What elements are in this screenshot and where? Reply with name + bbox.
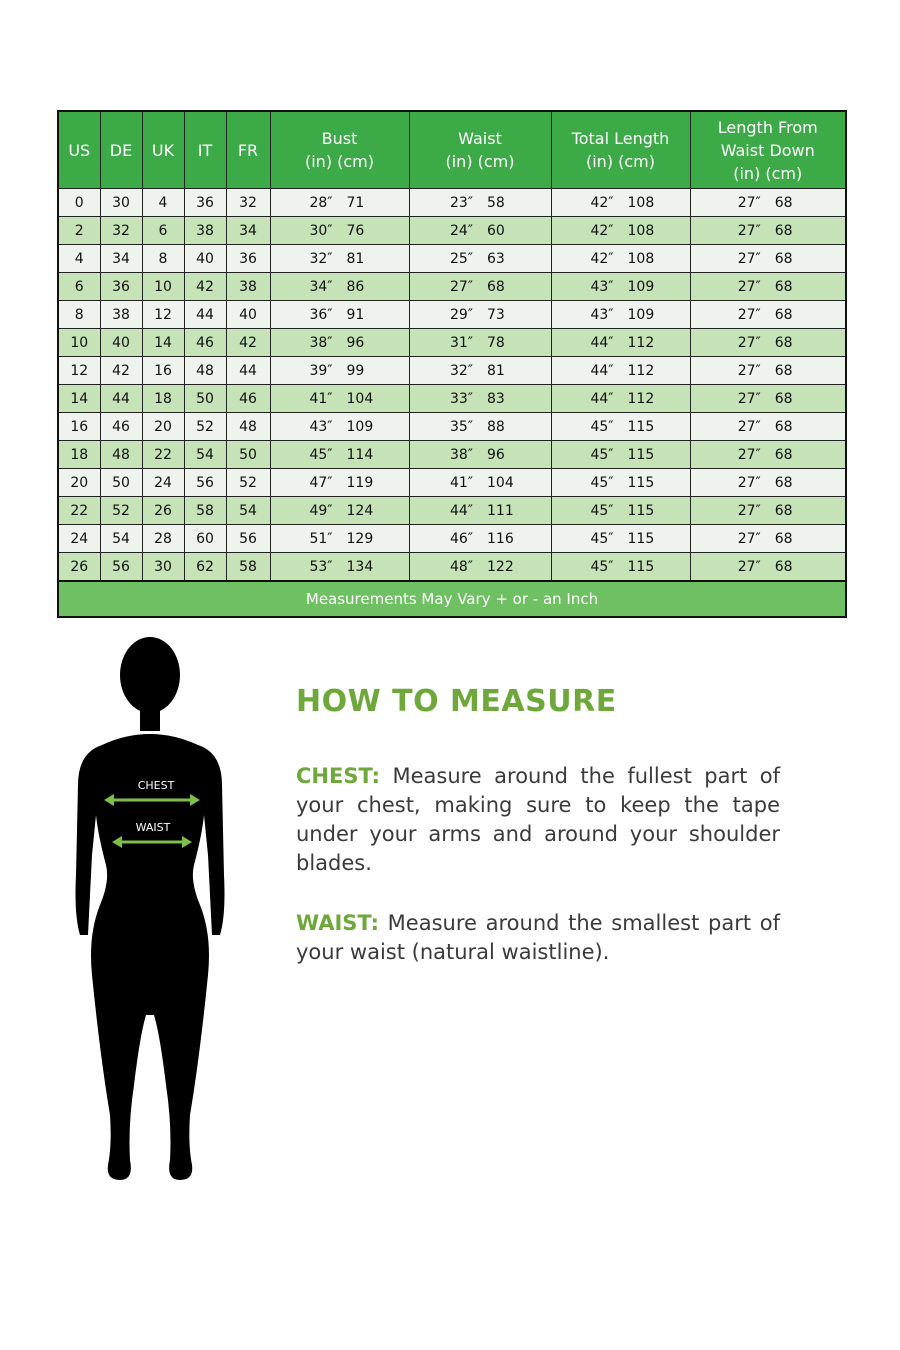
- inches-value: 32″: [449, 362, 473, 379]
- size-cell-us: 0: [58, 189, 100, 217]
- waist-instruction: [296, 909, 780, 967]
- measure-cell: [270, 441, 409, 469]
- cm-value: 68: [774, 446, 793, 463]
- measure-cell: [270, 385, 409, 413]
- cm-value: 73: [487, 306, 505, 323]
- measure-cell: [690, 413, 846, 441]
- cm-value: 68: [774, 250, 793, 267]
- measure-cell: [409, 273, 551, 301]
- measure-cell: [270, 553, 409, 582]
- size-cell-uk: 22: [142, 441, 184, 469]
- inches-value: 27″: [737, 194, 761, 211]
- measure-cell: [409, 245, 551, 273]
- size-cell-it: 58: [184, 497, 226, 525]
- measure-cell: [409, 385, 551, 413]
- size-cell-us: 6: [58, 273, 100, 301]
- inches-value: 45″: [590, 558, 614, 575]
- cm-value: 115: [627, 446, 655, 463]
- column-header: Length From Waist Down (in) (cm): [690, 111, 846, 189]
- cm-value: 68: [774, 502, 793, 519]
- measure-cell: [409, 413, 551, 441]
- size-cell-fr: 44: [226, 357, 270, 385]
- size-cell-it: 60: [184, 525, 226, 553]
- waist-text: Measure around the smallest part of your waist (natural waistline).: [296, 911, 780, 964]
- size-cell-us: 26: [58, 553, 100, 582]
- table-row: [58, 301, 846, 329]
- cm-value: 109: [346, 418, 374, 435]
- cm-value: 68: [774, 418, 793, 435]
- measure-cell: [270, 497, 409, 525]
- cm-value: 116: [487, 530, 514, 547]
- inches-value: 27″: [737, 530, 761, 547]
- table-row: [58, 273, 846, 301]
- size-cell-uk: 18: [142, 385, 184, 413]
- measure-cell: [690, 553, 846, 582]
- chest-term: CHEST:: [296, 764, 381, 788]
- column-header: FR: [226, 111, 270, 189]
- measure-cell: [409, 301, 551, 329]
- inches-value: 27″: [737, 250, 761, 267]
- cm-value: 68: [774, 278, 793, 295]
- size-cell-fr: 36: [226, 245, 270, 273]
- cm-value: 63: [487, 250, 505, 267]
- size-cell-uk: 30: [142, 553, 184, 582]
- size-cell-fr: 38: [226, 273, 270, 301]
- cm-value: 68: [487, 278, 505, 295]
- cm-value: 68: [774, 558, 793, 575]
- table-row: [58, 385, 846, 413]
- inches-value: 42″: [590, 194, 614, 211]
- measure-cell: [551, 441, 690, 469]
- cm-value: 108: [627, 250, 655, 267]
- inches-value: 27″: [737, 362, 761, 379]
- measure-cell: [551, 553, 690, 582]
- cm-value: 58: [487, 194, 505, 211]
- measure-cell: [551, 385, 690, 413]
- inches-value: 30″: [309, 222, 333, 239]
- column-header: DE: [100, 111, 142, 189]
- measure-cell: [270, 357, 409, 385]
- cm-value: 68: [774, 306, 793, 323]
- size-cell-de: 56: [100, 553, 142, 582]
- size-cell-it: 36: [184, 189, 226, 217]
- inches-value: 44″: [590, 362, 614, 379]
- inches-value: 36″: [309, 306, 333, 323]
- size-cell-de: 36: [100, 273, 142, 301]
- size-cell-us: 22: [58, 497, 100, 525]
- measure-cell: [270, 469, 409, 497]
- measure-cell: [551, 273, 690, 301]
- size-cell-fr: 48: [226, 413, 270, 441]
- size-cell-fr: 42: [226, 329, 270, 357]
- cm-value: 115: [627, 558, 655, 575]
- size-cell-it: 38: [184, 217, 226, 245]
- inches-value: 43″: [590, 278, 614, 295]
- measure-cell: [270, 273, 409, 301]
- inches-value: 34″: [309, 278, 333, 295]
- cm-value: 71: [346, 194, 365, 211]
- size-cell-fr: 32: [226, 189, 270, 217]
- measure-cell: [409, 553, 551, 582]
- cm-value: 68: [774, 334, 793, 351]
- inches-value: 27″: [449, 278, 473, 295]
- inches-value: 31″: [449, 334, 473, 351]
- size-cell-it: 42: [184, 273, 226, 301]
- size-cell-us: 2: [58, 217, 100, 245]
- measure-cell: [690, 469, 846, 497]
- cm-value: 76: [346, 222, 365, 239]
- column-header: IT: [184, 111, 226, 189]
- cm-value: 83: [487, 390, 505, 407]
- measure-cell: [690, 357, 846, 385]
- cm-value: 119: [346, 474, 374, 491]
- chest-label: CHEST: [137, 779, 175, 792]
- size-cell-de: 42: [100, 357, 142, 385]
- measure-cell: [551, 469, 690, 497]
- size-cell-us: 20: [58, 469, 100, 497]
- table-row: [58, 245, 846, 273]
- chest-text: Measure around the fullest part of your chest, making sure to keep the tape under your arms and around your shoulder blades.: [296, 764, 780, 875]
- waist-label: WAIST: [135, 821, 171, 834]
- column-header: Waist (in) (cm): [409, 111, 551, 189]
- size-cell-de: 52: [100, 497, 142, 525]
- table-row: [58, 441, 846, 469]
- inches-value: 38″: [309, 334, 333, 351]
- inches-value: 27″: [737, 390, 761, 407]
- measure-cell: [409, 525, 551, 553]
- measure-cell: [409, 357, 551, 385]
- measure-cell: [270, 189, 409, 217]
- cm-value: 108: [627, 222, 655, 239]
- measure-cell: [690, 497, 846, 525]
- table-row: [58, 525, 846, 553]
- cm-value: 108: [627, 194, 655, 211]
- cm-value: 109: [627, 278, 655, 295]
- measure-cell: [551, 301, 690, 329]
- measure-cell: [690, 525, 846, 553]
- size-cell-uk: 26: [142, 497, 184, 525]
- size-cell-de: 48: [100, 441, 142, 469]
- measure-cell: [409, 217, 551, 245]
- size-cell-us: 12: [58, 357, 100, 385]
- size-cell-it: 48: [184, 357, 226, 385]
- cm-value: 129: [346, 530, 374, 547]
- inches-value: 38″: [449, 446, 473, 463]
- size-cell-de: 30: [100, 189, 142, 217]
- cm-value: 96: [487, 446, 505, 463]
- inches-value: 35″: [449, 418, 473, 435]
- cm-value: 114: [346, 446, 374, 463]
- size-cell-uk: 6: [142, 217, 184, 245]
- size-cell-uk: 24: [142, 469, 184, 497]
- cm-value: 81: [487, 362, 505, 379]
- column-header: US: [58, 111, 100, 189]
- measure-cell: [551, 413, 690, 441]
- table-header-row: [58, 111, 846, 189]
- inches-value: 51″: [309, 530, 333, 547]
- measure-cell: [551, 245, 690, 273]
- measure-cell: [270, 301, 409, 329]
- column-header: UK: [142, 111, 184, 189]
- cm-value: 99: [346, 362, 365, 379]
- cm-value: 68: [774, 194, 793, 211]
- measure-cell: [690, 245, 846, 273]
- cm-value: 96: [346, 334, 365, 351]
- inches-value: 46″: [449, 530, 473, 547]
- size-cell-de: 38: [100, 301, 142, 329]
- inches-value: 42″: [590, 250, 614, 267]
- table-row: [58, 553, 846, 582]
- cm-value: 112: [627, 362, 655, 379]
- inches-value: 45″: [590, 446, 614, 463]
- inches-value: 29″: [449, 306, 473, 323]
- table-row: [58, 189, 846, 217]
- measure-cell: [690, 329, 846, 357]
- size-cell-de: 40: [100, 329, 142, 357]
- size-cell-it: 56: [184, 469, 226, 497]
- table-row: [58, 217, 846, 245]
- size-cell-fr: 52: [226, 469, 270, 497]
- inches-value: 27″: [737, 222, 761, 239]
- inches-value: 44″: [590, 334, 614, 351]
- inches-value: 41″: [309, 390, 333, 407]
- cm-value: 68: [774, 362, 793, 379]
- cm-value: 81: [346, 250, 365, 267]
- measure-cell: [551, 525, 690, 553]
- cm-value: 122: [487, 558, 514, 575]
- size-cell-us: 4: [58, 245, 100, 273]
- double-arrow-icon: [112, 835, 192, 849]
- cm-value: 78: [487, 334, 505, 351]
- inches-value: 27″: [737, 418, 761, 435]
- inches-value: 45″: [309, 446, 333, 463]
- inches-value: 23″: [449, 194, 473, 211]
- inches-value: 48″: [449, 558, 473, 575]
- cm-value: 88: [487, 418, 505, 435]
- inches-value: 43″: [590, 306, 614, 323]
- measure-cell: [690, 301, 846, 329]
- measure-cell: [551, 357, 690, 385]
- size-cell-uk: 10: [142, 273, 184, 301]
- size-cell-uk: 20: [142, 413, 184, 441]
- measure-cell: [270, 245, 409, 273]
- measure-cell: [690, 441, 846, 469]
- inches-value: 27″: [737, 558, 761, 575]
- size-chart-table: [57, 110, 847, 618]
- size-cell-fr: 58: [226, 553, 270, 582]
- size-cell-uk: 14: [142, 329, 184, 357]
- size-cell-it: 52: [184, 413, 226, 441]
- size-cell-it: 40: [184, 245, 226, 273]
- size-cell-fr: 54: [226, 497, 270, 525]
- size-cell-uk: 12: [142, 301, 184, 329]
- inches-value: 49″: [309, 502, 333, 519]
- inches-value: 42″: [590, 222, 614, 239]
- inches-value: 47″: [309, 474, 333, 491]
- measure-cell: [690, 385, 846, 413]
- size-cell-uk: 28: [142, 525, 184, 553]
- cm-value: 68: [774, 474, 793, 491]
- measure-cell: [690, 273, 846, 301]
- inches-value: 27″: [737, 278, 761, 295]
- cm-value: 111: [487, 502, 514, 519]
- size-cell-us: 16: [58, 413, 100, 441]
- column-header: Total Length (in) (cm): [551, 111, 690, 189]
- size-cell-fr: 56: [226, 525, 270, 553]
- inches-value: 27″: [737, 446, 761, 463]
- measure-cell: [409, 469, 551, 497]
- size-cell-it: 46: [184, 329, 226, 357]
- size-cell-it: 44: [184, 301, 226, 329]
- measure-cell: [551, 497, 690, 525]
- size-cell-fr: 50: [226, 441, 270, 469]
- size-cell-fr: 34: [226, 217, 270, 245]
- inches-value: 39″: [309, 362, 333, 379]
- measure-cell: [409, 329, 551, 357]
- inches-value: 27″: [737, 502, 761, 519]
- size-cell-uk: 8: [142, 245, 184, 273]
- inches-value: 53″: [309, 558, 333, 575]
- inches-value: 28″: [309, 194, 333, 211]
- size-cell-de: 50: [100, 469, 142, 497]
- inches-value: 27″: [737, 474, 761, 491]
- waist-term: WAIST:: [296, 911, 379, 935]
- cm-value: 68: [774, 530, 793, 547]
- table-row: [58, 357, 846, 385]
- measure-cell: [551, 217, 690, 245]
- measurement-note: Measurements May Vary + or - an Inch: [58, 581, 846, 617]
- measure-cell: [409, 497, 551, 525]
- how-to-measure-title: HOW TO MEASURE: [296, 684, 617, 719]
- cm-value: 112: [627, 334, 655, 351]
- table-row: [58, 413, 846, 441]
- inches-value: 44″: [590, 390, 614, 407]
- cm-value: 91: [346, 306, 365, 323]
- size-cell-uk: 16: [142, 357, 184, 385]
- cm-value: 68: [774, 222, 793, 239]
- cm-value: 109: [627, 306, 655, 323]
- inches-value: 45″: [590, 474, 614, 491]
- inches-value: 32″: [309, 250, 333, 267]
- inches-value: 45″: [590, 530, 614, 547]
- body-silhouette-icon: [62, 635, 242, 1195]
- cm-value: 104: [487, 474, 514, 491]
- inches-value: 44″: [449, 502, 473, 519]
- cm-value: 115: [627, 530, 655, 547]
- size-cell-it: 62: [184, 553, 226, 582]
- inches-value: 41″: [449, 474, 473, 491]
- table-row: [58, 497, 846, 525]
- size-cell-us: 8: [58, 301, 100, 329]
- measure-cell: [551, 189, 690, 217]
- inches-value: 45″: [590, 418, 614, 435]
- cm-value: 124: [346, 502, 374, 519]
- size-cell-us: 24: [58, 525, 100, 553]
- size-cell-us: 10: [58, 329, 100, 357]
- inches-value: 27″: [737, 306, 761, 323]
- measure-cell: [690, 189, 846, 217]
- inches-value: 27″: [737, 334, 761, 351]
- measure-cell: [690, 217, 846, 245]
- size-cell-de: 54: [100, 525, 142, 553]
- size-cell-us: 18: [58, 441, 100, 469]
- measure-cell: [270, 329, 409, 357]
- measure-cell: [270, 217, 409, 245]
- measure-cell: [270, 413, 409, 441]
- size-cell-it: 50: [184, 385, 226, 413]
- cm-value: 68: [774, 390, 793, 407]
- cm-value: 112: [627, 390, 655, 407]
- table-footer-row: [58, 581, 846, 617]
- size-cell-fr: 40: [226, 301, 270, 329]
- column-header: Bust (in) (cm): [270, 111, 409, 189]
- cm-value: 134: [346, 558, 374, 575]
- cm-value: 86: [346, 278, 365, 295]
- table-row: [58, 329, 846, 357]
- inches-value: 24″: [449, 222, 473, 239]
- size-cell-de: 44: [100, 385, 142, 413]
- size-cell-us: 14: [58, 385, 100, 413]
- size-cell-de: 34: [100, 245, 142, 273]
- chest-instruction: [296, 762, 780, 878]
- table-body: [58, 189, 846, 582]
- measure-cell: [270, 525, 409, 553]
- size-cell-it: 54: [184, 441, 226, 469]
- size-cell-fr: 46: [226, 385, 270, 413]
- measure-cell: [409, 189, 551, 217]
- cm-value: 60: [487, 222, 505, 239]
- cm-value: 115: [627, 474, 655, 491]
- size-cell-de: 46: [100, 413, 142, 441]
- size-cell-de: 32: [100, 217, 142, 245]
- inches-value: 43″: [309, 418, 333, 435]
- cm-value: 115: [627, 418, 655, 435]
- double-arrow-icon: [104, 793, 200, 807]
- size-cell-uk: 4: [142, 189, 184, 217]
- cm-value: 115: [627, 502, 655, 519]
- cm-value: 104: [346, 390, 374, 407]
- inches-value: 33″: [449, 390, 473, 407]
- table-row: [58, 469, 846, 497]
- body-figure: [62, 635, 242, 1195]
- inches-value: 45″: [590, 502, 614, 519]
- measure-cell: [409, 441, 551, 469]
- inches-value: 25″: [449, 250, 473, 267]
- measure-cell: [551, 329, 690, 357]
